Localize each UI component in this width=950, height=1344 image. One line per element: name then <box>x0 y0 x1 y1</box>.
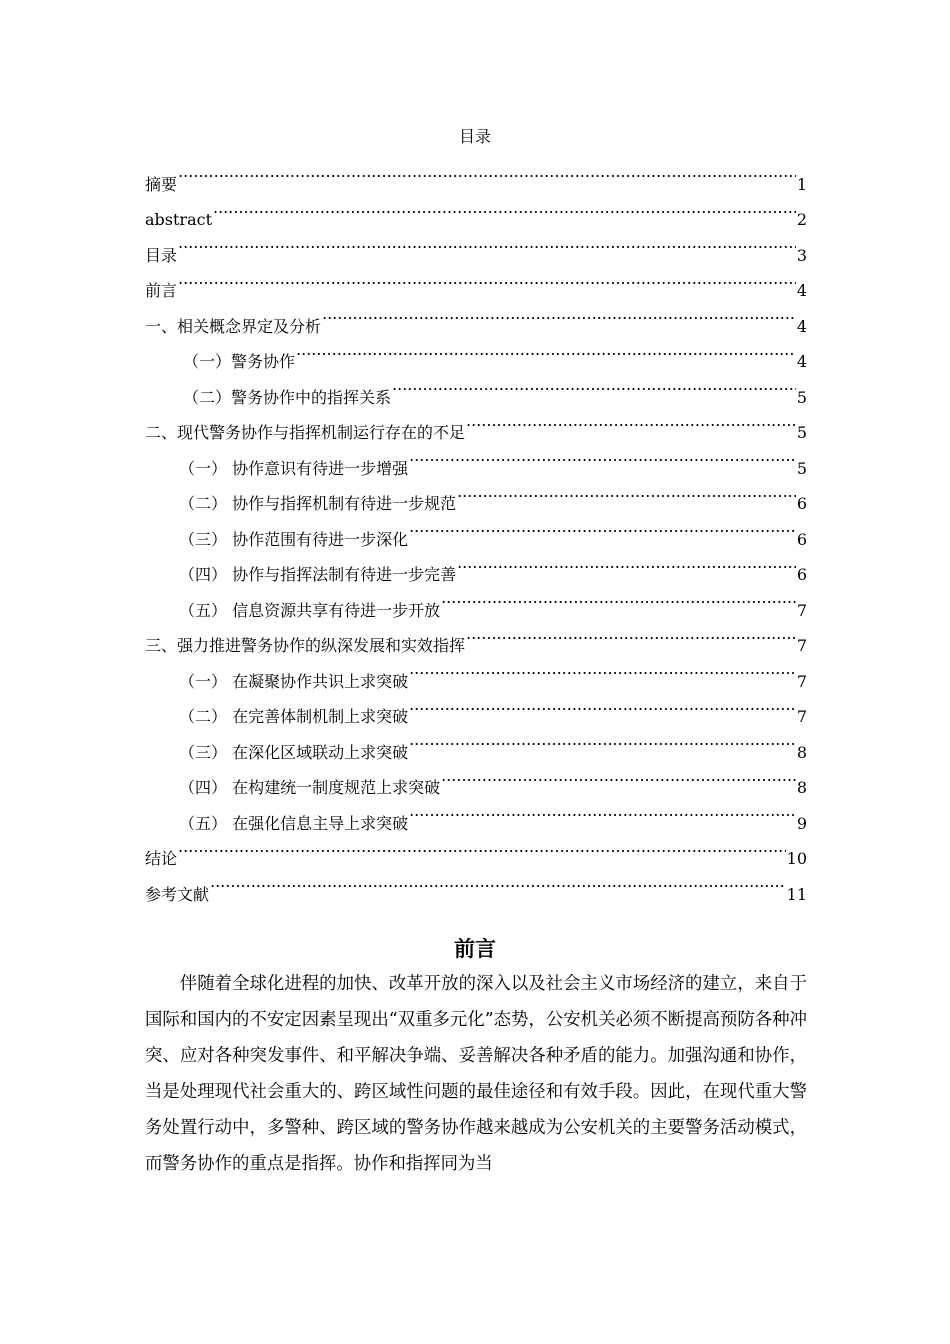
toc-page-number: 7 <box>796 600 807 620</box>
toc-dot-leader <box>409 651 796 687</box>
toc-dot-leader <box>441 758 796 794</box>
toc-dot-leader <box>409 509 796 545</box>
toc-dot-leader <box>466 403 796 439</box>
toc-dot-leader <box>409 438 796 474</box>
toc-entry-title: 二、现代警务协作与指挥机制运行存在的不足 <box>145 423 466 442</box>
toc-entry-title: 摘要 <box>145 174 178 194</box>
toc-dot-leader <box>441 580 796 616</box>
toc-dot-leader <box>213 190 796 226</box>
toc-entry-title: （五） 信息资源共享有待进一步开放 <box>179 600 441 620</box>
toc-page-number: 3 <box>796 245 807 265</box>
toc-page-number: 7 <box>796 707 807 726</box>
table-of-contents <box>145 154 807 904</box>
toc-dot-leader <box>210 864 786 900</box>
toc-dot-leader <box>457 474 796 510</box>
toc-page-number: 4 <box>796 316 807 336</box>
toc-entry-title: abstract <box>145 210 212 229</box>
toc-page-number: 5 <box>796 387 807 407</box>
toc-page-number: 8 <box>796 742 807 762</box>
toc-page-number: 11 <box>786 884 807 904</box>
toc-entry[interactable] <box>145 190 807 229</box>
toc-entry-title: 三、强力推进警务协作的纵深发展和实效指挥 <box>145 636 466 655</box>
preface-heading: 前言 <box>454 936 496 961</box>
toc-page-number: 4 <box>796 352 807 371</box>
toc-page-number: 9 <box>796 813 807 833</box>
toc-page-number: 6 <box>796 494 807 513</box>
toc-dot-leader <box>409 793 796 829</box>
toc-entry[interactable] <box>145 154 807 194</box>
toc-page-number: 5 <box>796 423 807 442</box>
toc-entry-title: （二）警务协作中的指挥关系 <box>183 387 392 407</box>
toc-entry-title: 参考文献 <box>145 884 210 904</box>
toc-page-number: 8 <box>796 778 807 797</box>
toc-page-number: 2 <box>796 210 807 229</box>
toc-dot-leader <box>296 332 796 368</box>
preface-paragraph: 伴随着全球化进程的加快、改革开放的深入以及社会主义市场经济的建立，来自于国际和国内的不安定因素呈现出“双重多元化”态势，公安机关必须不断提高预防各种冲突、应对各种突发事件、和平解决争端、妥善解决各种矛盾的能力。加强沟通和协作，当是处理现代社会重大的、跨区域性问题的最佳途径和有效手段。因此，在现代重大警务处置行动中，多警种、跨区域的警务协作越来越成为公安机关的主要警务活动模式，而警务协作的重点是指挥。协作和指挥同为当 <box>145 974 807 1174</box>
toc-page-number: 7 <box>796 636 807 655</box>
toc-entry-title: （五） 在强化信息主导上求突破 <box>179 813 409 833</box>
toc-entry-title: （四） 在构建统一制度规范上求突破 <box>179 778 441 797</box>
toc-page-number: 6 <box>796 565 807 584</box>
toc-entry[interactable] <box>145 296 807 336</box>
toc-page-number: 5 <box>796 458 807 478</box>
toc-page-number: 10 <box>786 849 807 868</box>
toc-dot-leader <box>466 616 796 652</box>
toc-entry[interactable] <box>145 829 807 868</box>
toc-entry-title: （四） 协作与指挥法制有待进一步完善 <box>179 565 457 584</box>
toc-dot-leader <box>178 261 796 297</box>
toc-entry-title: 目录 <box>145 245 178 265</box>
toc-dot-leader <box>322 296 796 332</box>
toc-entry-title: （一） 协作意识有待进一步增强 <box>179 458 409 478</box>
toc-entry-title: （一）警务协作 <box>183 352 296 371</box>
toc-page-number: 6 <box>796 529 807 549</box>
toc-entry[interactable] <box>145 225 807 265</box>
toc-dot-leader <box>457 545 796 581</box>
toc-title: 目录 <box>458 127 491 146</box>
toc-entry-title: （三） 协作范围有待进一步深化 <box>179 529 409 549</box>
toc-page-number: 7 <box>796 671 807 691</box>
toc-dot-leader <box>178 829 786 865</box>
toc-dot-leader <box>409 722 796 758</box>
toc-entry[interactable] <box>145 261 807 300</box>
toc-page-number: 1 <box>796 174 807 194</box>
toc-entry-title: 前言 <box>145 281 178 300</box>
toc-dot-leader <box>392 367 796 403</box>
toc-entry-title: （一） 在凝聚协作共识上求突破 <box>179 671 409 691</box>
toc-dot-leader <box>409 687 796 723</box>
toc-entry-title: 一、相关概念界定及分析 <box>145 316 322 336</box>
toc-dot-leader <box>178 154 796 190</box>
toc-entry-title: 结论 <box>145 849 178 868</box>
toc-entry-title: （二） 在完善体制机制上求突破 <box>179 707 409 726</box>
toc-page-number: 4 <box>796 281 807 300</box>
toc-entry[interactable] <box>145 864 807 904</box>
toc-entry-title: （二） 协作与指挥机制有待进一步规范 <box>179 494 457 513</box>
toc-dot-leader <box>178 225 796 261</box>
toc-entry-title: （三） 在深化区域联动上求突破 <box>179 742 409 762</box>
